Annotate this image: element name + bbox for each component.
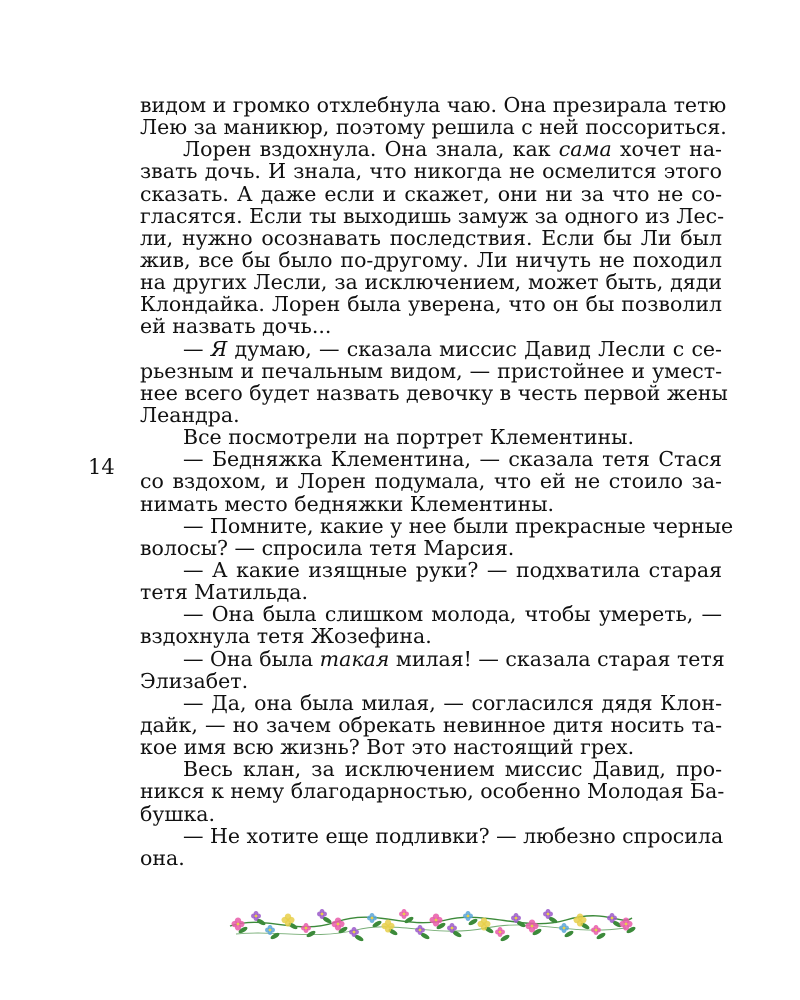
garland-flower-center — [255, 915, 258, 918]
garland-flower-center — [305, 927, 308, 930]
emphasis-text: такая — [319, 646, 390, 671]
text-line: дайк, — но зачем обрекать невинное дитя носить та- — [140, 712, 722, 737]
text-line: Весь клан, за исключением миссис Давид, про- — [183, 757, 722, 782]
text-line: Лею за маникюр, поэтому решила с ней поссориться. — [140, 115, 727, 140]
garland-flower-center — [435, 919, 438, 922]
text-line: Лорен вздохнула. Она знала, как сама хочет на- — [183, 137, 722, 162]
text-line: Элизабет. — [140, 668, 249, 693]
text-line: кое имя всю жизнь? Вот это настоящий грех. — [140, 735, 635, 760]
text-line: тетя Матильда. — [140, 580, 309, 605]
garland-flower-center — [403, 913, 406, 916]
garland-flower-center — [625, 923, 628, 926]
text-line: сказать. А даже если и скажет, они ни за что не со- — [140, 181, 722, 206]
text-line: — Бедняжка Клементина, — сказала тетя Стася — [183, 447, 722, 472]
text-line: видом и громко отхлебнула чаю. Она презирала тетю — [140, 93, 727, 117]
garland-flower-center — [483, 923, 486, 926]
text-line: ли, нужно осознавать последствия. Если бы Ли был — [140, 225, 722, 250]
garland-flower-center — [419, 929, 422, 932]
text-line: звать дочь. И знала, что никогда не осмелится этого — [140, 159, 722, 184]
text-line: гласятся. Если ты выходишь замуж за одного из Лес- — [140, 203, 725, 228]
garland-flower-center — [611, 917, 614, 920]
garland-flower-center — [337, 923, 340, 926]
body-text — [140, 93, 734, 870]
text-line: — Она была такая милая! — сказала старая тетя — [183, 646, 725, 671]
page-number: 14 — [88, 455, 115, 479]
garland-flower-center — [595, 929, 598, 932]
text-line: нее всего будет назвать девочку в честь первой жены — [140, 380, 728, 405]
text-line: Все посмотрели на портрет Клементины. — [183, 425, 635, 450]
garland-flower-center — [269, 929, 272, 932]
text-line: никся к нему благодарностью, особенно Молодая Ба- — [140, 779, 725, 804]
text-line: ей назвать дочь... — [140, 314, 332, 339]
emphasis-text: Я — [210, 336, 228, 361]
garland-flower-center — [353, 931, 356, 934]
garland-flowers — [231, 909, 636, 942]
text-line: нимать место бедняжки Клементины. — [140, 491, 555, 516]
text-line: она. — [140, 845, 185, 870]
text-line: со вздохом, и Лорен подумала, что ей не стоило за- — [140, 469, 722, 494]
text-line: волосы? — спросила тетя Марсия. — [140, 535, 515, 560]
text-line: — Да, она была милая, — согласился дядя Клон- — [183, 690, 722, 715]
garland-flower-center — [237, 923, 240, 926]
text-line: — Я думаю, — сказала миссис Давид Лесли с се- — [183, 336, 722, 361]
text-line: рьезным и печальным видом, — пристойнее и умест- — [140, 358, 722, 383]
garland-flower-center — [387, 925, 390, 928]
text-line: — Помните, какие у нее были прекрасные черные — [183, 513, 734, 538]
garland-flower-center — [579, 919, 582, 922]
text-line: бушка. — [140, 801, 216, 826]
text-line: жив, все бы было по-другому. Ли ничуть не походил — [140, 247, 722, 272]
text-line: на других Лесли, за исключением, может быть, дяди — [140, 270, 722, 295]
garland-flower-center — [499, 931, 502, 934]
emphasis-text: сама — [558, 137, 612, 162]
text-line: Леандра. — [140, 402, 240, 427]
text-line: — Не хотите еще подливки? — любезно спросила — [183, 823, 724, 848]
text-line: — Она была слишком молода, чтобы умереть, — — [183, 602, 722, 627]
garland-flower-center — [287, 919, 290, 922]
garland-flower-center — [547, 913, 550, 916]
garland-flower-center — [467, 915, 470, 918]
garland-flower-center — [371, 917, 374, 920]
text-line: Клондайка. Лорен была уверена, что он бы позволил — [140, 292, 722, 317]
garland-flower-center — [563, 927, 566, 930]
floral-garland-icon — [226, 900, 636, 948]
garland-flower-center — [515, 917, 518, 920]
garland-flower-center — [531, 925, 534, 928]
garland-flower-center — [451, 927, 454, 930]
text-line: вздохнула тетя Жозефина. — [140, 624, 432, 649]
text-line: — А какие изящные руки? — подхватила старая — [183, 557, 722, 582]
garland-flower-center — [321, 913, 324, 916]
